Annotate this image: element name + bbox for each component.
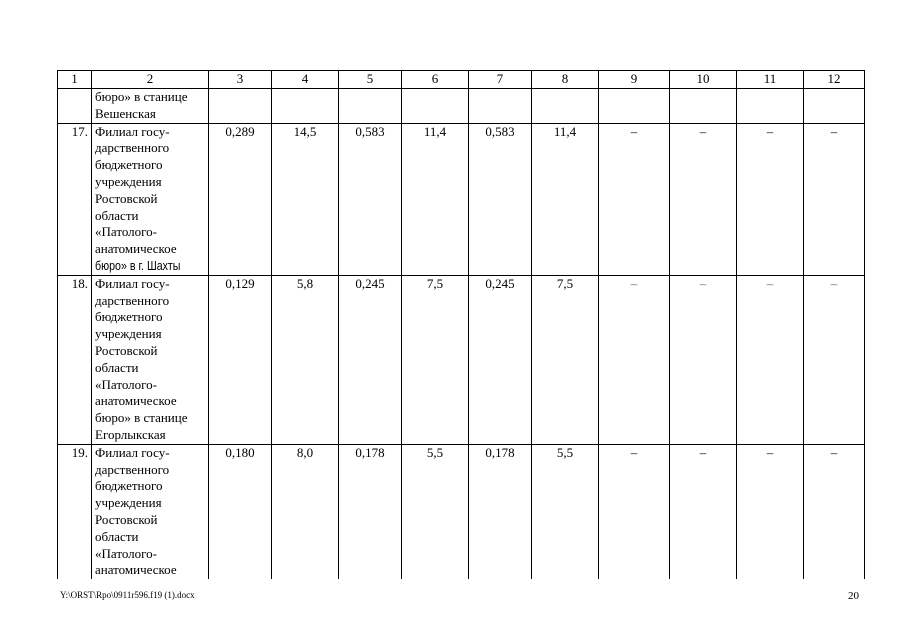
value-cell: 5,5 xyxy=(532,444,599,579)
value-cell: 0,583 xyxy=(469,123,532,275)
value-cell: 8,0 xyxy=(272,444,339,579)
dash-cell: – xyxy=(737,123,804,275)
table-cell xyxy=(469,89,532,124)
value-cell: 0,583 xyxy=(339,123,402,275)
table-cell xyxy=(737,89,804,124)
name-line: бюджетного xyxy=(95,157,163,173)
row-number: 17. xyxy=(58,123,92,275)
name-line: учреждения xyxy=(95,173,162,189)
name-line: Филиал госу- xyxy=(95,123,170,139)
value-cell: 5,5 xyxy=(402,444,469,579)
value-cell: 5,8 xyxy=(272,275,339,444)
table-cell xyxy=(532,89,599,124)
name-line: Филиал госу- xyxy=(95,444,170,460)
institution-name xyxy=(92,123,209,275)
value-cell: 11,4 xyxy=(402,123,469,275)
value-cell: 0,178 xyxy=(339,444,402,579)
name-line: «Патолого- xyxy=(95,376,157,392)
table-cell xyxy=(804,89,865,124)
dash-cell: – xyxy=(670,275,737,444)
institution-name xyxy=(92,275,209,444)
name-line: «Патолого- xyxy=(95,224,157,240)
table-header-row xyxy=(58,71,865,89)
column-header: 9 xyxy=(599,71,670,89)
footer-file-path: Y:\ORST\Rpo\0911r596.f19 (1).docx xyxy=(60,590,195,600)
value-cell: 7,5 xyxy=(402,275,469,444)
dash-cell: – xyxy=(670,123,737,275)
table-cell xyxy=(599,89,670,124)
name-line: дарственного xyxy=(95,461,170,477)
column-header: 2 xyxy=(92,71,209,89)
value-cell: 14,5 xyxy=(272,123,339,275)
value-cell: 0,245 xyxy=(469,275,532,444)
column-header: 12 xyxy=(804,71,865,89)
table-cell xyxy=(272,89,339,124)
row-number: 19. xyxy=(58,444,92,579)
name-line: Филиал госу- xyxy=(95,275,170,291)
dash-cell: – xyxy=(599,123,670,275)
value-cell: 11,4 xyxy=(532,123,599,275)
name-line: дарственного xyxy=(95,140,170,156)
value-cell: 0,129 xyxy=(209,275,272,444)
name-line xyxy=(95,258,205,275)
row-number: 18. xyxy=(58,275,92,444)
table-cell xyxy=(339,89,402,124)
dash-cell: – xyxy=(599,275,670,444)
name-line: области xyxy=(95,528,139,544)
institution-name xyxy=(92,444,209,579)
name-line: Ростовской xyxy=(95,342,158,358)
page-number: 20 xyxy=(848,590,859,602)
column-header: 11 xyxy=(737,71,804,89)
column-header: 8 xyxy=(532,71,599,89)
table-cell xyxy=(670,89,737,124)
column-header: 1 xyxy=(58,71,92,89)
column-header: 7 xyxy=(469,71,532,89)
column-header: 6 xyxy=(402,71,469,89)
name-line-condensed: бюро» в г. Шахты xyxy=(95,257,181,273)
dash-cell: – xyxy=(670,444,737,579)
table-row xyxy=(58,275,865,444)
dash-cell: – xyxy=(737,275,804,444)
name-line: бюджетного xyxy=(95,309,163,325)
column-header: 3 xyxy=(209,71,272,89)
name-line: «Патолого- xyxy=(95,545,157,561)
value-cell: 0,245 xyxy=(339,275,402,444)
name-line: Вешенская xyxy=(95,105,156,121)
name-line: анатомическое xyxy=(95,393,177,409)
dash-cell: – xyxy=(804,275,865,444)
value-cell: 0,178 xyxy=(469,444,532,579)
dash-cell: – xyxy=(599,444,670,579)
column-header: 5 xyxy=(339,71,402,89)
table-row xyxy=(58,89,865,124)
column-header: 10 xyxy=(670,71,737,89)
value-cell: 0,180 xyxy=(209,444,272,579)
name-line: области xyxy=(95,207,139,223)
table-row xyxy=(58,123,865,275)
table-cell xyxy=(209,89,272,124)
dash-cell: – xyxy=(804,444,865,579)
dash-cell: – xyxy=(737,444,804,579)
value-cell: 7,5 xyxy=(532,275,599,444)
institution-name xyxy=(92,89,209,124)
name-line: области xyxy=(95,359,139,375)
column-header: 4 xyxy=(272,71,339,89)
name-line: учреждения xyxy=(95,326,162,342)
value-cell: 0,289 xyxy=(209,123,272,275)
name-line: Ростовской xyxy=(95,511,158,527)
name-line: Ростовской xyxy=(95,190,158,206)
table-cell xyxy=(402,89,469,124)
name-line: учреждения xyxy=(95,495,162,511)
name-line: бюро» в станице xyxy=(95,410,188,426)
name-line: Егорлыкская xyxy=(95,426,166,442)
name-line: бюро» в станице xyxy=(95,89,188,104)
dash-cell: – xyxy=(804,123,865,275)
name-line: анатомическое xyxy=(95,562,177,578)
name-line: анатомическое xyxy=(95,241,177,257)
name-line: дарственного xyxy=(95,292,170,308)
name-line: бюджетного xyxy=(95,478,163,494)
data-table xyxy=(57,70,865,579)
row-number xyxy=(58,89,92,124)
table-row xyxy=(58,444,865,579)
